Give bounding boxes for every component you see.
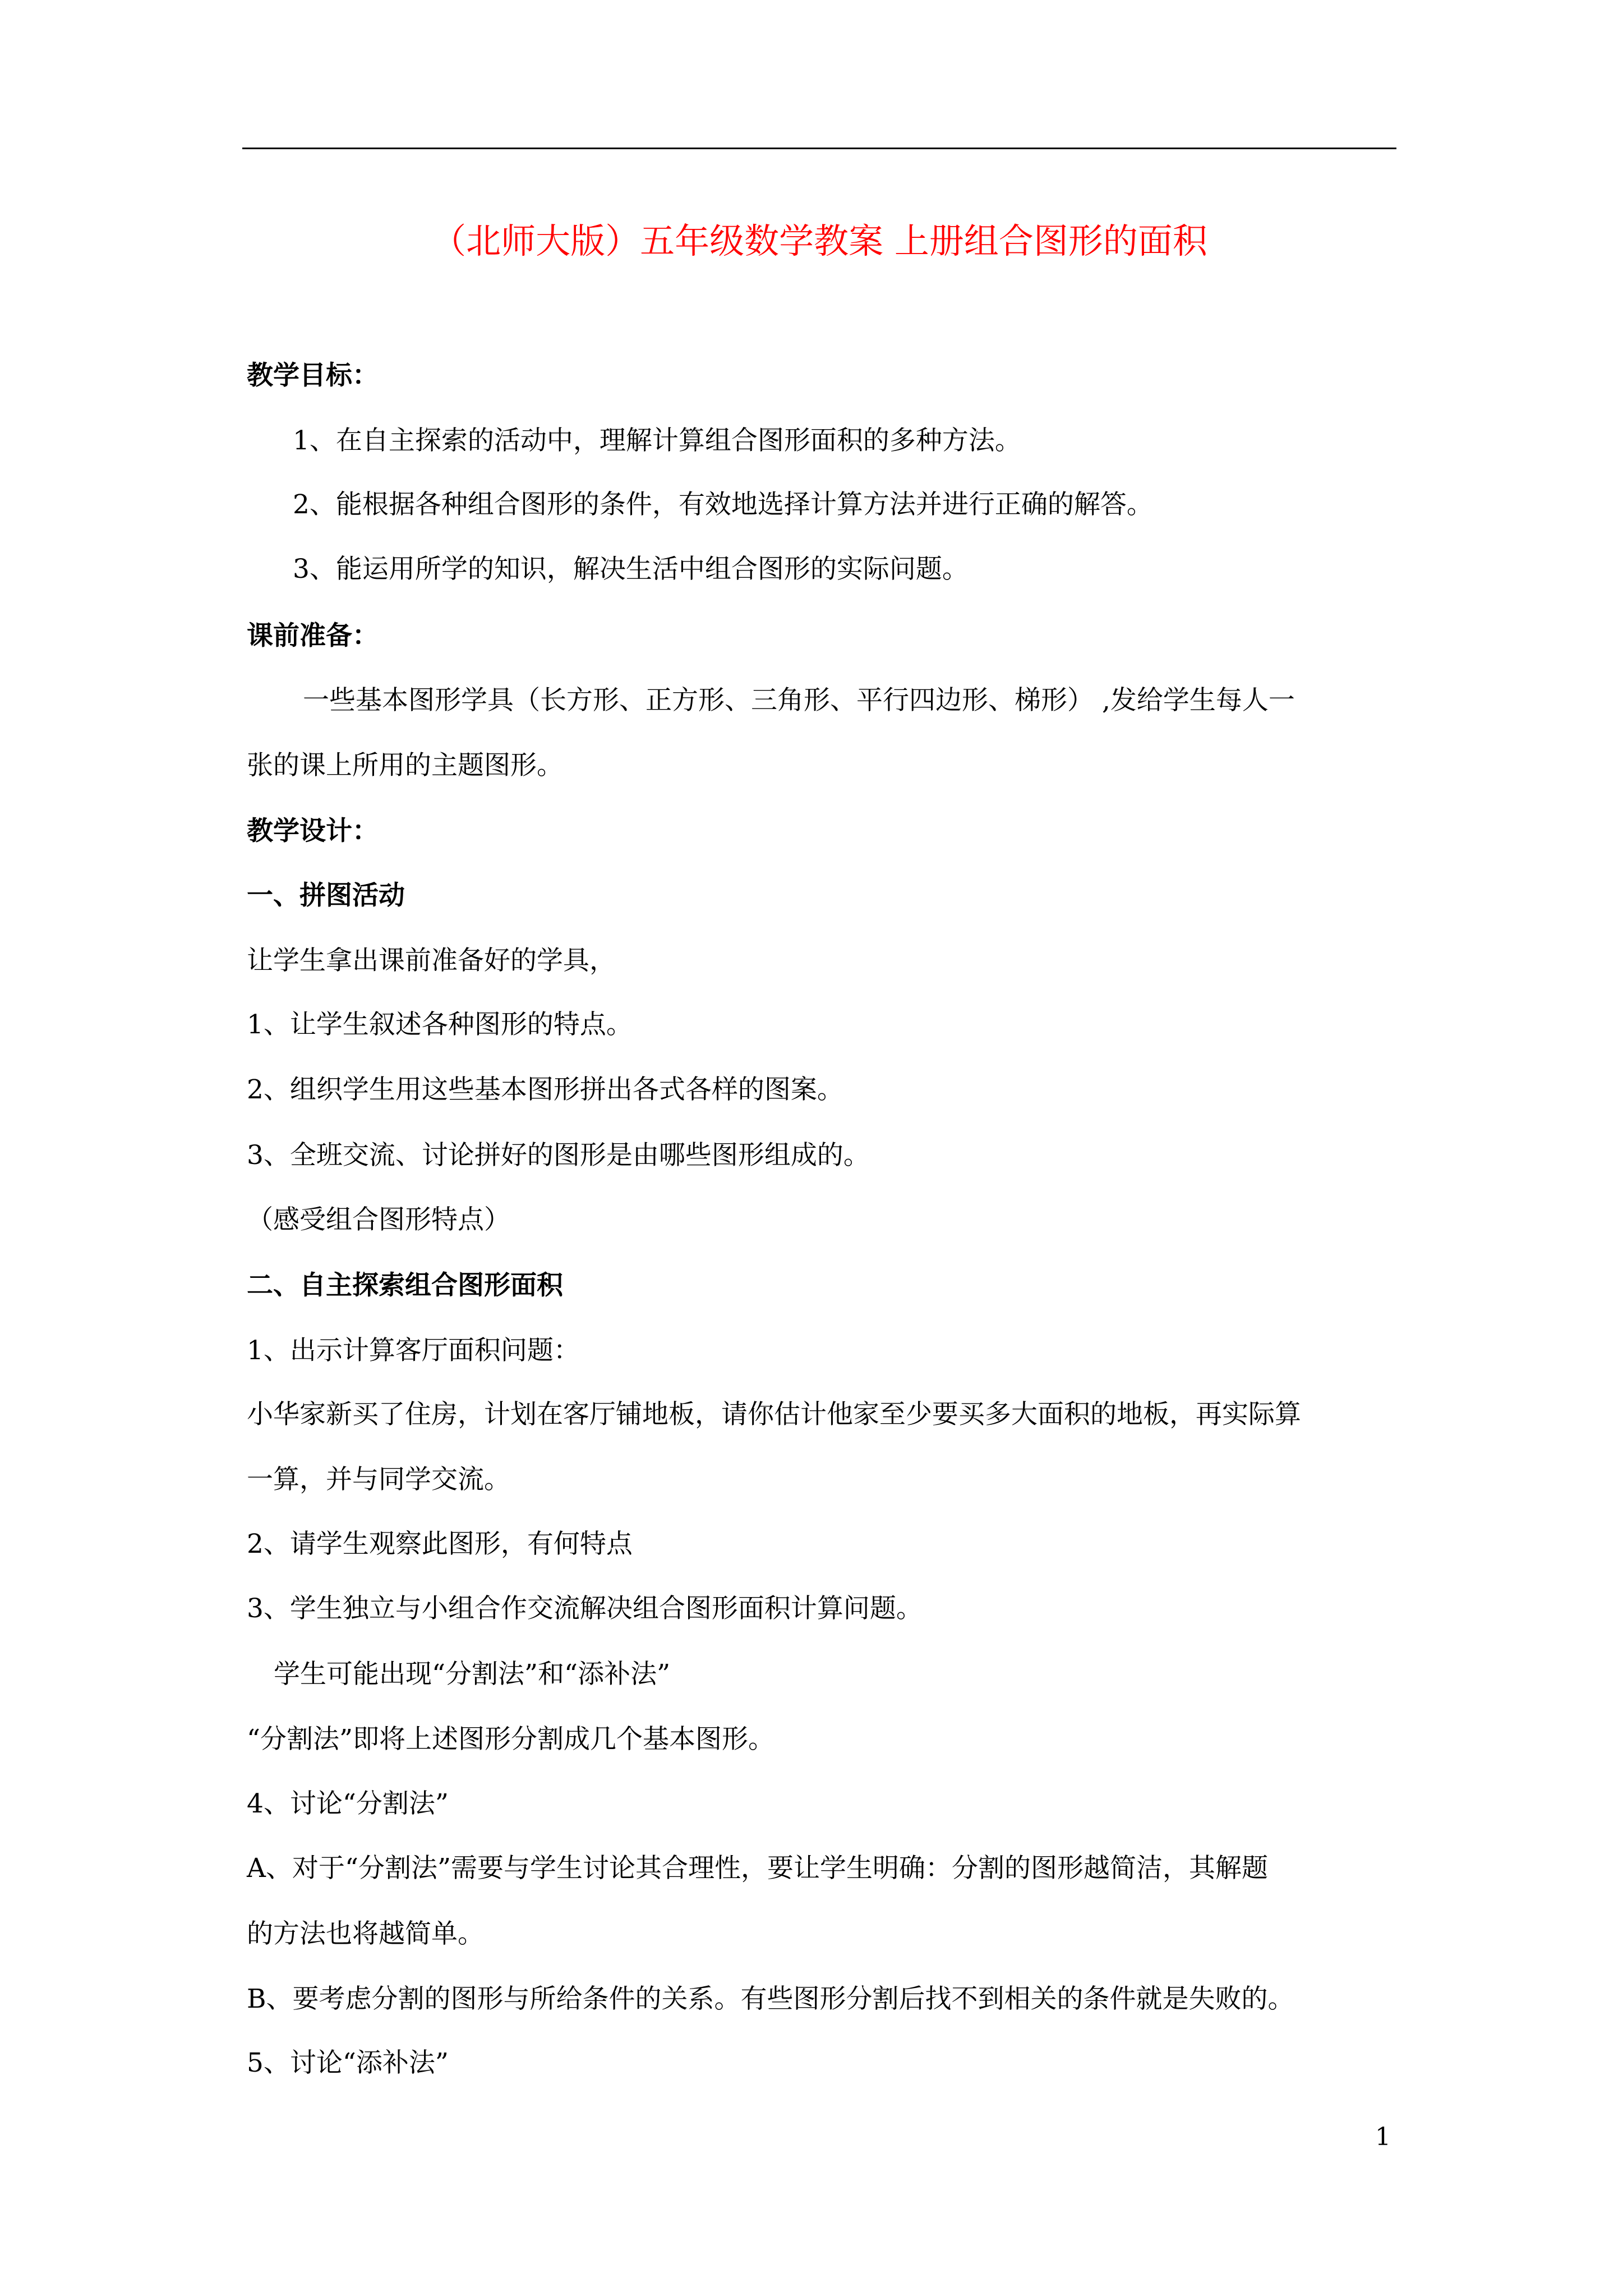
document-title: （北师大版）五年级数学教案 上册组合图形的面积 (431, 220, 1207, 261)
part1-item: （感受组合图形特点） (247, 1204, 510, 1235)
goal-item: 2、能根据各种组合图形的条件，有效地选择计算方法并进行正确的解答。 (293, 489, 1153, 520)
part2-item: 小华家新买了住房，计划在客厅铺地板，请你估计他家至少要买多大面积的地板，再实际算 (247, 1399, 1301, 1430)
part2-item: B、要考虑分割的图形与所给条件的关系。有些图形分割后找不到相关的条件就是失败的。 (247, 1984, 1294, 2014)
part2-item: 学生可能出现“分割法”和“添补法” (274, 1659, 671, 1690)
part1-item: 3、全班交流、讨论拼好的图形是由哪些图形组成的。 (247, 1140, 870, 1171)
part2-item: 一算，并与同学交流。 (247, 1464, 510, 1495)
part2-heading: 二、自主探索组合图形面积 (247, 1270, 563, 1301)
goals-heading: 教学目标： (247, 360, 379, 391)
part2-item: “分割法”即将上述图形分割成几个基本图形。 (247, 1724, 775, 1755)
goal-item: 3、能运用所学的知识，解决生活中组合图形的实际问题。 (293, 554, 969, 585)
goal-item: 1、在自主探索的活动中，理解计算组合图形面积的多种方法。 (293, 425, 1021, 456)
design-heading: 教学设计： (247, 816, 379, 846)
part2-item: 5、讨论“添补法” (247, 2047, 449, 2078)
prep-text-continued: 张的课上所用的主题图形。 (247, 750, 563, 781)
part2-item: A、对于“分割法”需要与学生讨论其合理性，要让学生明确：分割的图形越简洁，其解题 (247, 1853, 1268, 1884)
part2-item: 1、出示计算客厅面积问题： (247, 1335, 580, 1366)
part2-item: 4、讨论“分割法” (247, 1788, 449, 1819)
part1-heading: 一、拼图活动 (247, 880, 405, 911)
part2-item: 2、请学生观察此图形，有何特点 (247, 1529, 633, 1559)
part1-item: 2、组织学生用这些基本图形拼出各式各样的图案。 (247, 1074, 843, 1105)
prep-heading: 课前准备： (247, 620, 379, 651)
header-rule (242, 148, 1396, 149)
part2-item: 的方法也将越简单。 (247, 1918, 484, 1949)
part1-item: 让学生拿出课前准备好的学具， (247, 945, 616, 976)
prep-text: 一些基本图形学具（长方形、正方形、三角形、平行四边形、梯形） ,发给学生每人一 (303, 685, 1295, 716)
page-number: 1 (1375, 2123, 1391, 2151)
part1-item: 1、让学生叙述各种图形的特点。 (247, 1009, 633, 1040)
part2-item: 3、学生独立与小组合作交流解决组合图形面积计算问题。 (247, 1593, 923, 1624)
